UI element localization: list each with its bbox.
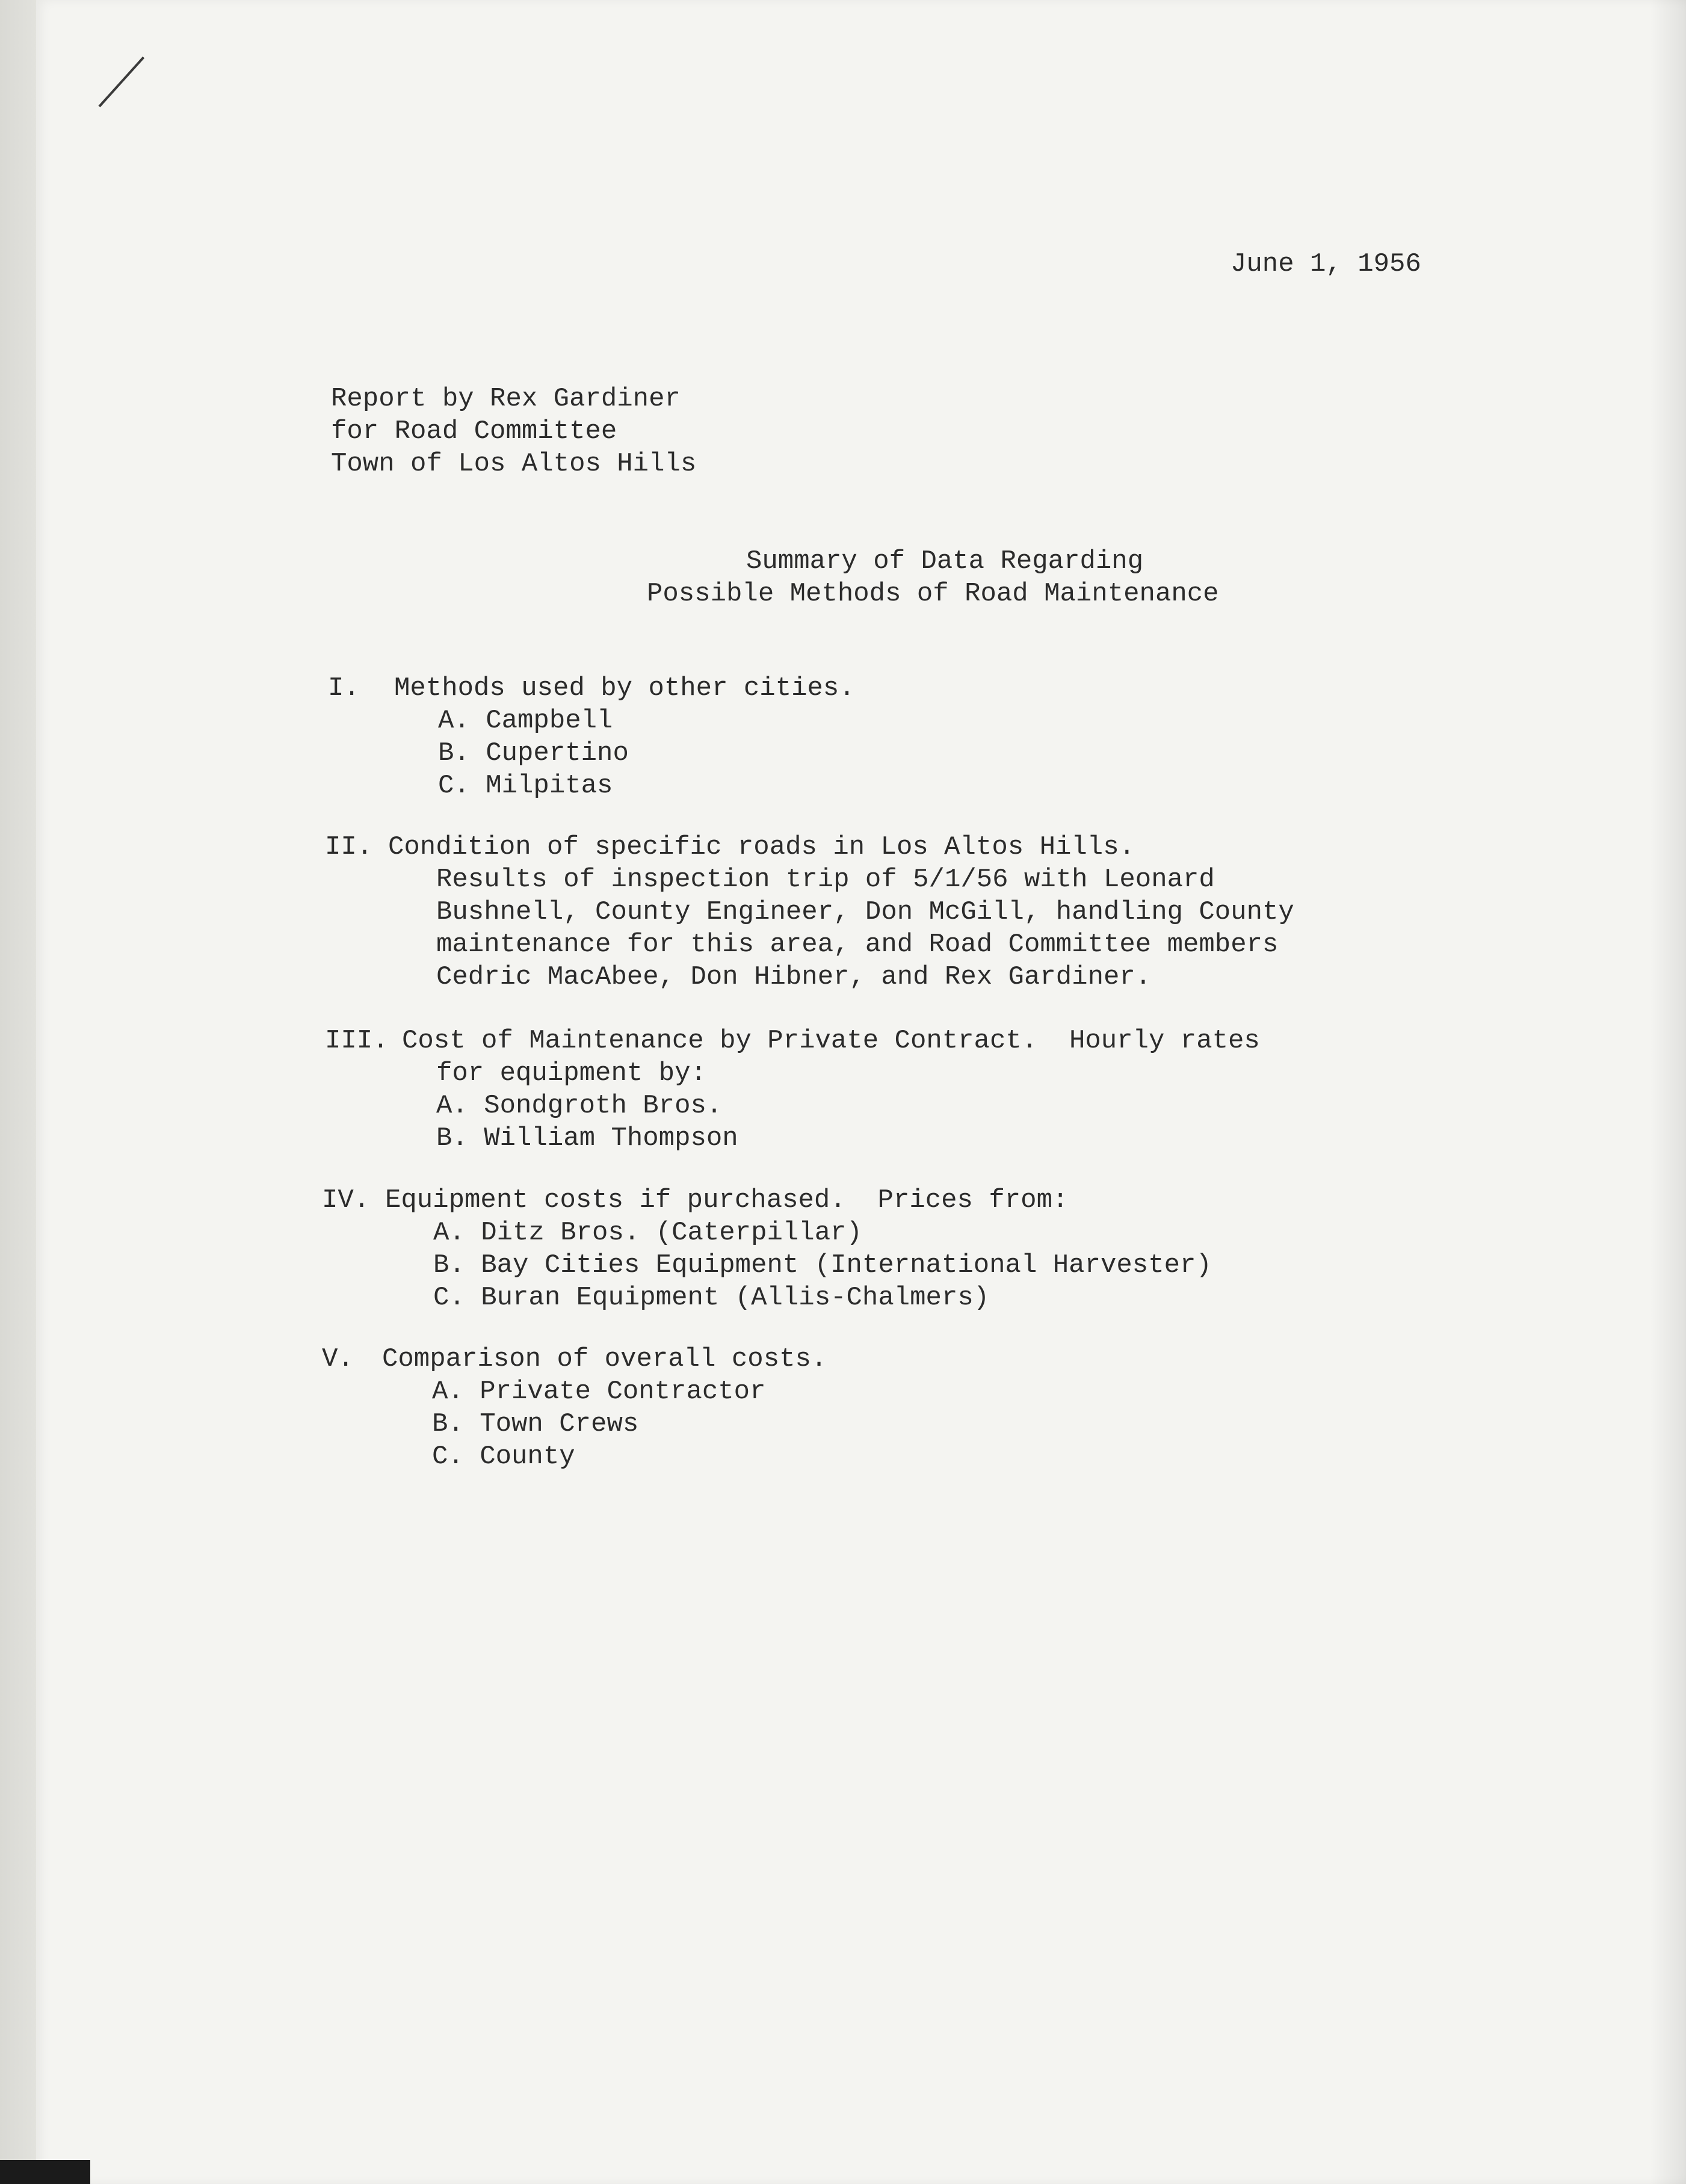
section-numeral: I. (328, 673, 360, 703)
list-item: B. William Thompson (436, 1123, 738, 1153)
section-heading: Comparison of overall costs. (382, 1344, 827, 1374)
section-heading: Cost of Maintenance by Private Contract. Hourly rates (402, 1026, 1260, 1056)
page-shadow (1650, 0, 1686, 2184)
section-numeral: II. (325, 832, 373, 862)
section-numeral: III. (325, 1026, 389, 1056)
list-item: A. Private Contractor (432, 1377, 766, 1407)
document-page (36, 0, 1686, 2184)
header-author: Report by Rex Gardiner (331, 384, 681, 414)
document-date: June 1, 1956 (1231, 249, 1421, 279)
list-item: B. Town Crews (432, 1409, 639, 1439)
section-text-line: maintenance for this area, and Road Committee members (436, 930, 1279, 960)
list-item: C. County (432, 1442, 575, 1472)
section-text-line: for equipment by: (436, 1058, 706, 1088)
title-line-1: Summary of Data Regarding (746, 546, 1144, 576)
list-item: A. Campbell (438, 706, 613, 736)
title-line-2: Possible Methods of Road Maintenance (647, 579, 1219, 609)
section-heading: Condition of specific roads in Los Altos Hills. (388, 832, 1135, 862)
section-text-line: Cedric MacAbee, Don Hibner, and Rex Gardiner. (436, 962, 1152, 992)
list-item: A. Sondgroth Bros. (436, 1091, 723, 1121)
section-heading: Methods used by other cities. (394, 673, 855, 703)
section-text-line: Results of inspection trip of 5/1/56 with Leonard (436, 865, 1215, 895)
section-heading: Equipment costs if purchased. Prices from: (385, 1185, 1069, 1215)
header-committee: for Road Committee (331, 416, 617, 446)
list-item: B. Bay Cities Equipment (International Harvester) (433, 1250, 1212, 1280)
header-town: Town of Los Altos Hills (331, 449, 697, 479)
list-item: B. Cupertino (438, 738, 629, 768)
list-item: C. Buran Equipment (Allis-Chalmers) (433, 1283, 990, 1313)
list-item: A. Ditz Bros. (Caterpillar) (433, 1218, 862, 1248)
section-text-line: Bushnell, County Engineer, Don McGill, handling County (436, 897, 1294, 927)
list-item: C. Milpitas (438, 771, 613, 801)
background-corner (0, 2160, 90, 2184)
section-numeral: IV. (322, 1185, 370, 1215)
section-numeral: V. (322, 1344, 354, 1374)
